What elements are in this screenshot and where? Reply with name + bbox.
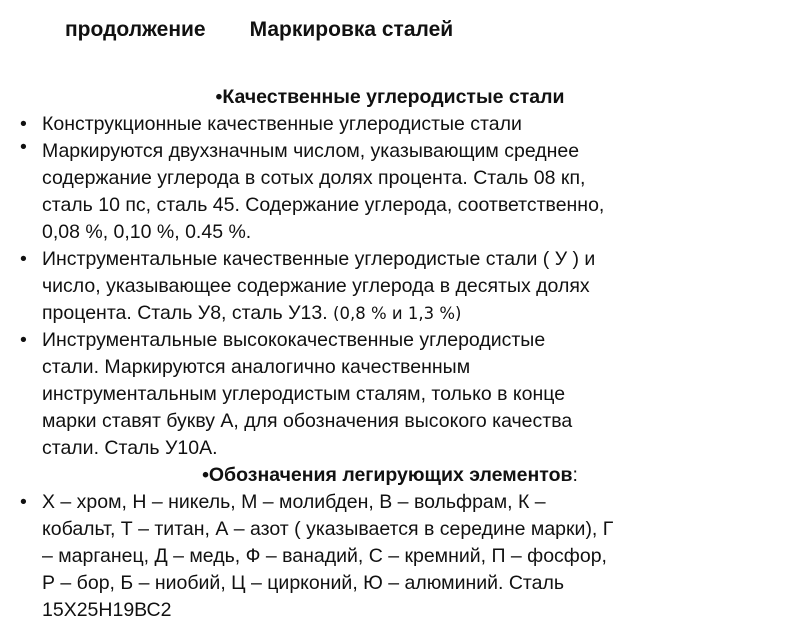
text-line: 0,08 %, 0,10 %, 0.45 %. (42, 221, 252, 243)
bullet: • (20, 329, 27, 351)
list-item-structural-steels (20, 111, 748, 246)
slide-title (65, 18, 453, 42)
text-line: 15Х25Н19ВС2 (42, 599, 172, 621)
bullet: • (20, 113, 27, 135)
bullet: • (202, 464, 209, 486)
section-heading-quality-carbon (20, 84, 760, 111)
text-segment: процента. Сталь У8, сталь У13. (42, 302, 334, 324)
list-item-high-quality-tool-steels (20, 327, 748, 462)
title-prefix: продолжение (65, 18, 206, 41)
text-line: стали. Сталь У10А. (42, 437, 218, 459)
text-line: стали. Маркируются аналогично качественным (42, 356, 471, 378)
bullet: • (215, 86, 223, 108)
text-line (42, 300, 748, 327)
bullet: • (20, 491, 27, 513)
text-line: кобальт, Т – титан, А – азот ( указывается в середине марки), Г (42, 518, 614, 540)
list-item-tool-steels (20, 246, 748, 327)
text-line: Х – хром, Н – никель, М – молибден, В – вольфрам, К – (42, 491, 546, 513)
title-text: Маркировка сталей (249, 18, 454, 41)
text-line: Р – бор, Б – ниобий, Ц – цирконий, Ю – алюминий. Сталь (42, 572, 565, 594)
heading-text: Качественные углеродистые стали (222, 86, 565, 108)
heading-text: Обозначения легирующих элементов (208, 464, 573, 486)
list-item-element-codes (20, 489, 748, 624)
stray-bullet: • (20, 136, 27, 158)
text-line: сталь 10 пс, сталь 45. Содержание углерода, соответственно, (42, 194, 605, 216)
text-line: Инструментальные высококачественные углеродистые (42, 329, 546, 351)
bullet: • (20, 248, 27, 270)
text-line: Конструкционные качественные углеродистые стали (42, 113, 522, 135)
text-line: инструментальным углеродистым сталям, только в конце (42, 383, 566, 405)
text-line: Инструментальные качественные углеродистые стали ( У ) и (42, 248, 596, 270)
section-heading-alloying-elements (20, 462, 760, 489)
text-line: марки ставят букву А, для обозначения высокого качества (42, 410, 573, 432)
text-line: содержание углерода в сотых долях процента. Сталь 08 кп, (42, 167, 586, 189)
text-line: Маркируются двухзначным числом, указывающим среднее (42, 140, 580, 162)
text-segment-percent: (0,8 % и 1,3 %) (333, 304, 462, 323)
text-line: – марганец, Д – медь, Ф – ванадий, С – кремний, П – фосфор, (42, 545, 607, 567)
slide-body (20, 84, 760, 624)
heading-colon: : (572, 464, 578, 486)
text-line: число, указывающее содержание углерода в десятых долях (42, 275, 590, 297)
